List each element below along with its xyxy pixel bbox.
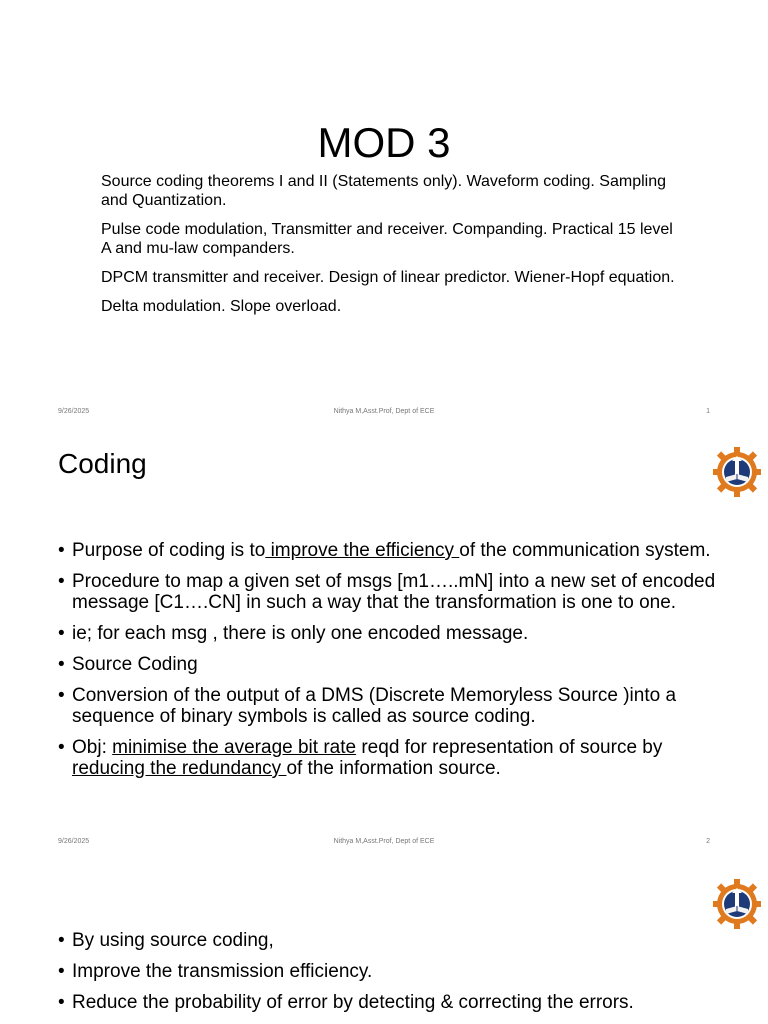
bullet-item: • Source Coding (58, 654, 738, 675)
bullet-item: • Improve the transmission efficiency. (58, 961, 738, 982)
syllabus-item: DPCM transmitter and receiver. Design of linear predictor. Wiener-Hopf equation. (101, 269, 675, 286)
bullet-item: • By using source coding, (58, 930, 738, 951)
college-emblem-icon (712, 444, 762, 500)
bullet-item: • Reduce the probability of error by detecting & correcting the errors. (58, 992, 738, 1013)
footer-date: 9/26/2025 (58, 838, 90, 845)
bullet-item: • ie; for each msg , there is only one encoded message. (58, 623, 738, 644)
syllabus-item: Source coding theorems I and II (Statements only). Waveform coding. Sampling and Quantization. (101, 173, 667, 209)
bullet-item: • Obj: minimise the average bit rate reqd for representation of source by reducing the redundancy of the information source. (58, 737, 738, 779)
slide-footer (0, 408, 768, 420)
slide-1 (0, 0, 768, 430)
bullet-list (58, 930, 738, 1023)
syllabus-item: Delta modulation. Slope overload. (101, 298, 342, 315)
college-emblem-icon (712, 876, 762, 932)
slide-title: Coding (58, 448, 147, 479)
footer-page-number: 1 (706, 408, 710, 415)
bullet-list (58, 540, 738, 789)
footer-author: Nithya M,Asst.Prof, Dept of ECE (333, 838, 435, 845)
bullet-item: • Procedure to map a given set of msgs [m1…..mN] into a new set of encoded message [C1….CN] in such a way that the transformation is one to one. (58, 571, 738, 613)
slide-3 (0, 860, 768, 1024)
slide-title: MOD 3 (317, 119, 451, 166)
syllabus-list (101, 172, 681, 326)
slide-2 (0, 430, 768, 860)
footer-date: 9/26/2025 (58, 408, 90, 415)
footer-author: Nithya M,Asst.Prof, Dept of ECE (333, 408, 435, 415)
slide-footer (0, 838, 768, 850)
bullet-item: • Conversion of the output of a DMS (Discrete Memoryless Source )into a sequence of binary symbols is called as source coding. (58, 685, 738, 727)
bullet-item: • Purpose of coding is to improve the efficiency of the communication system. (58, 540, 738, 561)
syllabus-item: Pulse code modulation, Transmitter and receiver. Companding. Practical 15 level A and mu-law companders. (101, 221, 673, 257)
footer-page-number: 2 (706, 838, 710, 845)
